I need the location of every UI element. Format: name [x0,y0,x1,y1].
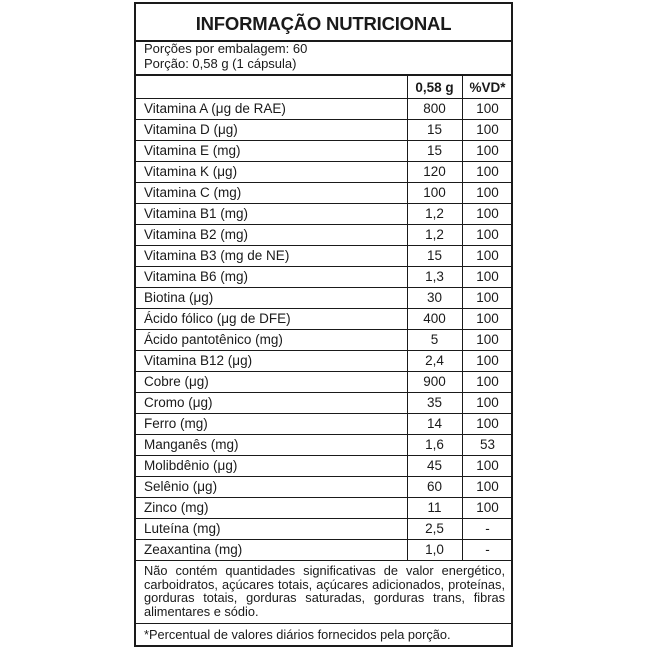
nutrient-daily-value: 100 [476,101,499,116]
nutrient-daily-value: 100 [476,185,499,200]
nutrient-daily-value: 100 [476,395,499,410]
nutrient-amount: 400 [423,311,446,326]
nutrient-row [136,434,511,455]
nutrient-row [136,455,511,476]
nutrient-daily-value: 100 [476,290,499,305]
nutrient-name: Vitamina K (μg) [144,164,238,179]
nutrient-row [136,413,511,434]
nutrient-name: Ferro (mg) [144,416,208,431]
nutrient-daily-value: 100 [476,206,499,221]
nutrient-amount: 2,5 [425,521,444,536]
nutrient-amount: 15 [426,248,443,263]
nutrient-daily-value: - [485,542,490,557]
nutrient-name: Luteína (mg) [144,521,221,536]
nutrition-facts-label [134,2,513,647]
nutrient-daily-value: 100 [476,311,499,326]
nutrient-amount: 120 [423,164,446,179]
nutrient-row [136,245,511,266]
nutrient-amount: 900 [423,374,446,389]
portion-info [144,42,307,71]
nutrient-amount: 60 [426,479,443,494]
nutrient-name: Manganês (mg) [144,437,239,452]
portion-size: Porção: 0,58 g (1 cápsula) [144,55,297,71]
nutrient-name: Ácido fólico (μg de DFE) [144,311,291,326]
nutrient-name: Vitamina C (mg) [144,185,242,200]
nutrient-row [136,161,511,182]
nutrient-amount: 1,3 [425,269,444,284]
nutrient-name: Zeaxantina (mg) [144,542,243,557]
nutrient-daily-value: 100 [476,227,499,242]
nutrient-amount: 15 [426,143,443,158]
amount-column-header: 0,58 g [415,80,454,95]
nutrient-daily-value: 100 [476,164,499,179]
nutrient-amount: 1,0 [425,542,444,557]
daily-value-note: *Percentual de valores diários fornecidos pela porção. [144,627,451,642]
nutrient-table [136,98,511,560]
nutrient-amount: 14 [426,416,443,431]
nutrient-amount: 1,6 [425,437,444,452]
nutrient-amount: 30 [426,290,443,305]
nutrient-row [136,308,511,329]
nutrient-name: Vitamina A (μg de RAE) [144,101,286,116]
nutrient-name: Vitamina B6 (mg) [144,269,249,284]
nutrient-amount: 35 [426,395,443,410]
nutrient-row [136,98,511,119]
nutrient-name: Cromo (μg) [144,395,213,410]
portions-per-package: Porções por embalagem: 60 [144,41,308,56]
nutrient-row [136,224,511,245]
nutrient-daily-value: 100 [476,353,499,368]
nutrient-amount: 45 [426,458,443,473]
nutrient-daily-value: 100 [476,458,499,473]
nutrient-amount: 5 [430,332,439,347]
nutrient-daily-value: 53 [479,437,496,452]
nutrient-name: Vitamina B2 (mg) [144,227,249,242]
nutrient-name: Cobre (μg) [144,374,209,389]
nutrient-row [136,140,511,161]
nutrient-name: Vitamina B3 (mg de NE) [144,248,290,263]
nutrient-row [136,392,511,413]
nutrient-row [136,497,511,518]
nutrient-name: Selênio (μg) [144,479,218,494]
nutrient-row [136,476,511,497]
nutrient-row [136,371,511,392]
nutrient-amount: 100 [423,185,446,200]
nutrient-daily-value: 100 [476,248,499,263]
nutrient-name: Vitamina B12 (μg) [144,353,253,368]
nutrient-daily-value: 100 [476,500,499,515]
footnote-divider [136,623,511,624]
nutrient-amount: 2,4 [425,353,444,368]
nutrient-name: Biotina (μg) [144,290,214,305]
nutrient-daily-value: 100 [476,374,499,389]
nutrient-row [136,350,511,371]
label-title: INFORMAÇÃO NUTRICIONAL [195,13,452,34]
nutrient-name: Molibdênio (μg) [144,458,238,473]
nutrient-name: Vitamina E (mg) [144,143,241,158]
nutrient-daily-value: 100 [476,416,499,431]
nutrient-amount: 1,2 [425,206,444,221]
nutrient-daily-value: 100 [476,479,499,494]
nutrient-row [136,266,511,287]
nutrient-amount: 800 [423,101,446,116]
table-bottom-divider [136,560,511,561]
nutrient-row [136,518,511,539]
nutrient-amount: 15 [426,122,443,137]
nutrient-name: Vitamina B1 (mg) [144,206,249,221]
nutrient-row [136,539,511,560]
nutrient-name: Vitamina D (μg) [144,122,238,137]
nutrient-row [136,329,511,350]
nutrient-daily-value: 100 [476,143,499,158]
nutrient-amount: 1,2 [425,227,444,242]
nutrient-row [136,119,511,140]
nutrient-amount: 11 [427,500,442,515]
not-significant-note: Não contém quantidades significativas de valor energético, carboidratos, açúcares totais, açúcares adicionados, proteínas, gorduras totais, gorduras saturadas, gorduras trans, fibras alimentares e sódio. [144,563,505,619]
nutrient-daily-value: 100 [476,122,499,137]
daily-value-column-header: %VD* [469,80,506,95]
portion-divider [136,74,511,76]
nutrient-row [136,182,511,203]
nutrient-row [136,203,511,224]
nutrient-daily-value: 100 [476,332,499,347]
nutrient-row [136,287,511,308]
nutrient-daily-value: - [485,521,490,536]
nutrient-daily-value: 100 [476,269,499,284]
nutrient-name: Ácido pantotênico (mg) [144,332,283,347]
nutrient-name: Zinco (mg) [144,500,209,515]
